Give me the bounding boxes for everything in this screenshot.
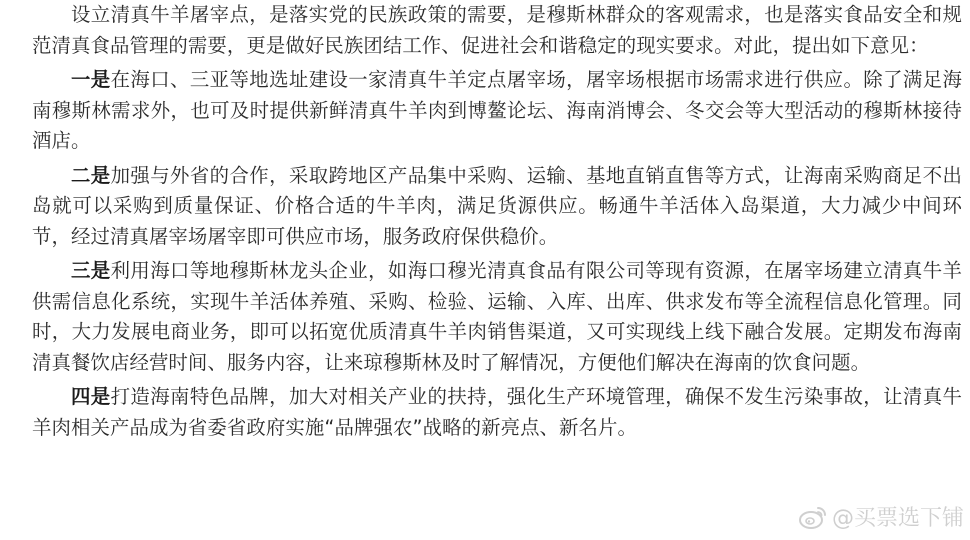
weibo-watermark (798, 501, 964, 532)
point-1-lead: 一是 (71, 68, 111, 91)
paragraph-point-2 (32, 161, 962, 253)
point-4-text: 打造海南特色品牌，加大对相关产业的扶持，强化生产环境管理，确保不发生污染事故，让清真牛羊肉相关产品成为省委省政府实施“品牌强农”战略的新亮点、新名片。 (32, 385, 962, 439)
document-body (32, 0, 962, 443)
weibo-logo-icon (798, 504, 828, 530)
point-1-text: 在海口、三亚等地选址建设一家清真牛羊定点屠宰场，屠宰场根据市场需求进行供应。除了满足海南穆斯林需求外，也可及时提供新鲜清真牛羊肉到博鳌论坛、海南消博会、冬交会等大型活动的穆斯林接待酒店。 (32, 68, 962, 152)
point-3-text: 利用海口等地穆斯林龙头企业，如海口穆光清真食品有限公司等现有资源，在屠宰场建立清真牛羊供需信息化系统，实现牛羊活体养殖、采购、检验、运输、入库、出库、供求发布等全流程信息化管理。同时，大力发展电商业务，即可以拓宽优质清真牛羊肉销售渠道，又可实现线上线下融合发展。定期发布海南清真餐饮店经营时间、服务内容，让来琼穆斯林及时了解情况，方便他们解决在海南的饮食问题。 (32, 259, 962, 374)
paragraph-point-3 (32, 256, 962, 378)
paragraph-intro-text: 设立清真牛羊屠宰点，是落实党的民族政策的需要，是穆斯林群众的客观需求，也是落实食品安全和规范清真食品管理的需要，更是做好民族团结工作、促进社会和谐稳定的现实要求。对此，提出如下意见： (32, 3, 962, 57)
paragraph-intro (32, 0, 962, 61)
paragraph-point-1 (32, 65, 962, 157)
paragraph-point-4 (32, 382, 962, 443)
point-2-text: 加强与外省的合作，采取跨地区产品集中采购、运输、基地直销直售等方式，让海南采购商足不出岛就可以采购到质量保证、价格合适的牛羊肉，满足货源供应。畅通牛羊活体入岛渠道，大力减少中间环节，经过清真屠宰场屠宰即可供应市场，服务政府保供稳价。 (32, 163, 962, 248)
watermark-handle: @买票选下铺 (831, 506, 964, 531)
point-3-lead: 三是 (71, 259, 111, 282)
point-2-lead: 二是 (71, 163, 111, 187)
point-4-lead: 四是 (71, 385, 111, 408)
